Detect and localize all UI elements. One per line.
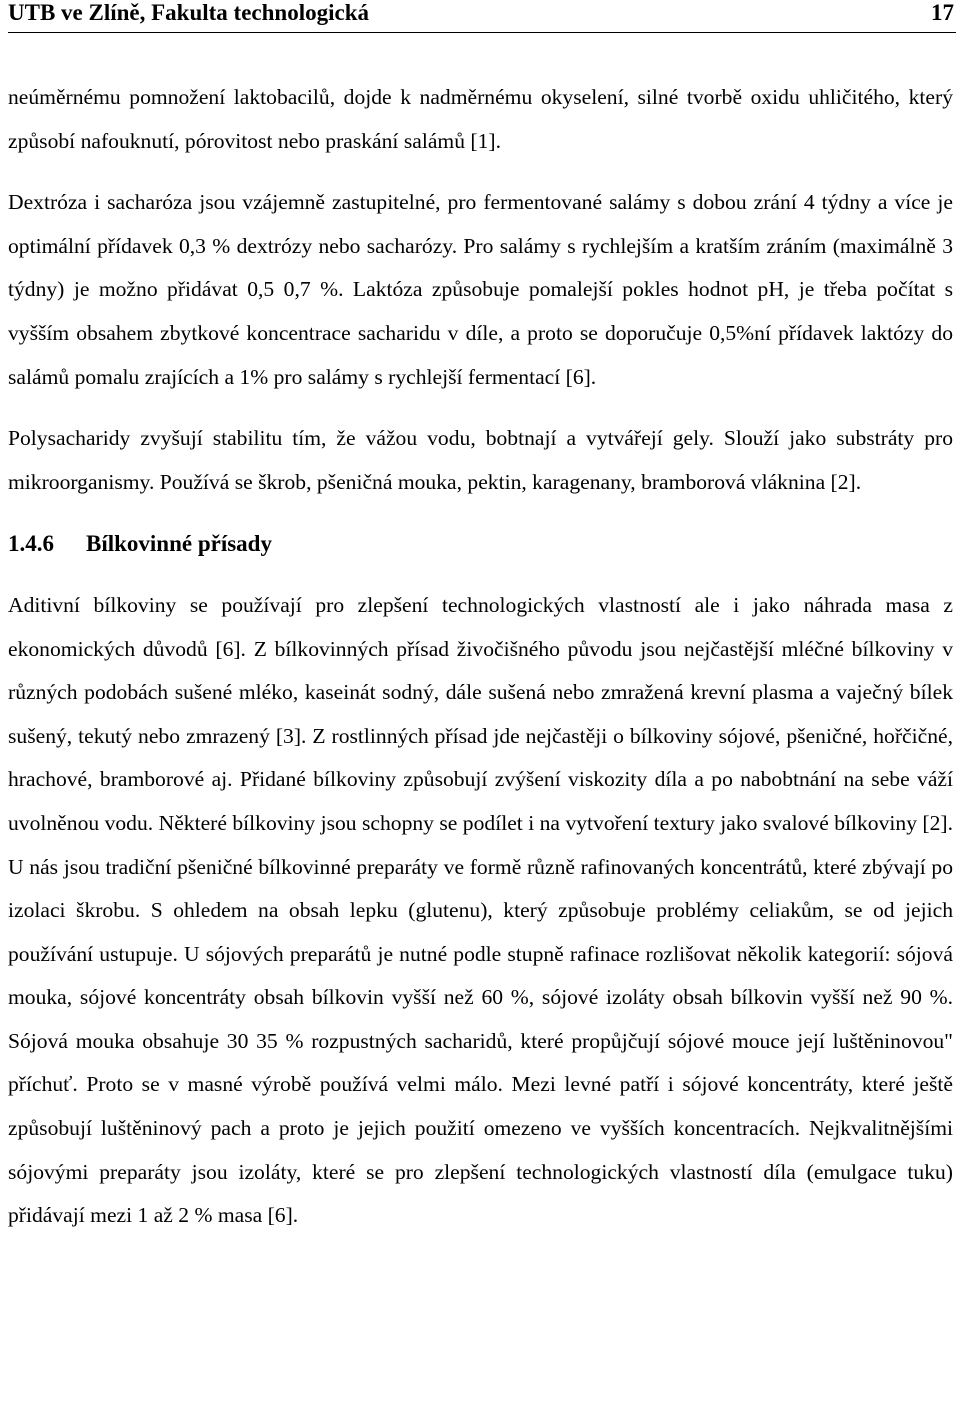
section-number: 1.4.6 — [8, 531, 54, 557]
paragraph: neúměrnému pomnožení laktobacilů, dojde k nadměrnému okyselení, silné tvorbě oxidu uhličitého, který způsobí nafouknutí, pórovitost nebo praskání salámů [1]. — [8, 85, 953, 153]
paragraph: Aditivní bílkoviny se používají pro zlepšení technologických vlastností ale i jako náhrada masa z ekonomických důvodů [6]. Z bílkovinných přísad živočišného původu jsou nejčastější mléčné bílkoviny v různých podobách sušené mléko, kaseinát sodný, dále sušená nebo zmražená krevní plasma a vaječný bílek sušený, tekutý nebo zmrazený [3]. Z rostlinných přísad jde nejčastěji o bílkoviny sójové, pšeničné, hořčičné, hrachové, bramborové aj. Přidané bílkoviny způsobují zvýšení viskozity díla a po nabobtnání na sebe váží uvolněnou vodu. Některé bílkoviny jsou schopny se podílet i na vytvoření textury jako svalové bílkoviny [2]. U nás jsou tradiční pšeničné bílkovinné preparáty ve formě různě rafinovaných koncentrátů, které zbývají po izolaci škrobu. S ohledem na obsah lepku (glutenu), který způsobuje problémy celiakům, se od jejich používání ustupuje. U sójových preparátů je nutné podle stupně rafinace rozlišovat několik kategorií: sójová mouka, sójové koncentráty obsah bílkovin vyšší než 60 %, sójové izoláty obsah bílkovin vyšší než 90 %. Sójová mouka obsahuje 30 35 % rozpustných sacharidů, které propůjčují sójové mouce její luštěninovou" příchuť. Proto se v masné výrobě používá velmi málo. Mezi levné patří i sójové koncentráty, které ještě způsobují luštěninový pach a proto je jejich použití omezeno ve vyšších koncentracích. Nejkvalitnějšími sójovými preparáty jsou izoláty, které se pro zlepšení technologických vlastností díla (emulgace tuku) přidávají mezi 1 až 2 % masa [6]. — [8, 592, 953, 1228]
page-number: 17 — [931, 0, 954, 25]
paragraph: Polysacharidy zvyšují stabilitu tím, že vážou vodu, bobtnají a vytvářejí gely. Slouží jako substráty pro mikroorganismy. Používá se škrob, pšeničná mouka, pektin, karagenany, bramborová vláknina [2]. — [8, 426, 953, 494]
document-body — [8, 76, 953, 1256]
paragraph: Dextróza i sacharóza jsou vzájemně zastupitelné, pro fermentované salámy s dobou zrání 4 týdny a více je optimální přídavek 0,3 % dextrózy nebo sacharózy. Pro salámy s rychlejším a kratším zráním (maximálně 3 týdny) je možno přidávat 0,5 0,7 %. Laktóza způsobuje pomalejší pokles hodnot pH, je třeba počítat s vyšším obsahem zbytkové koncentrace sacharidu v díle, a proto se doporučuje 0,5%ní přídavek laktózy do salámů pomalu zrajících a 1% pro salámy s rychlejší fermentací [6]. — [8, 190, 953, 389]
section-heading — [8, 522, 953, 566]
header-title: UTB ve Zlíně, Fakulta technologická — [8, 0, 369, 25]
section-title: Bílkovinné přísady — [86, 531, 272, 557]
page-header — [8, 0, 956, 33]
